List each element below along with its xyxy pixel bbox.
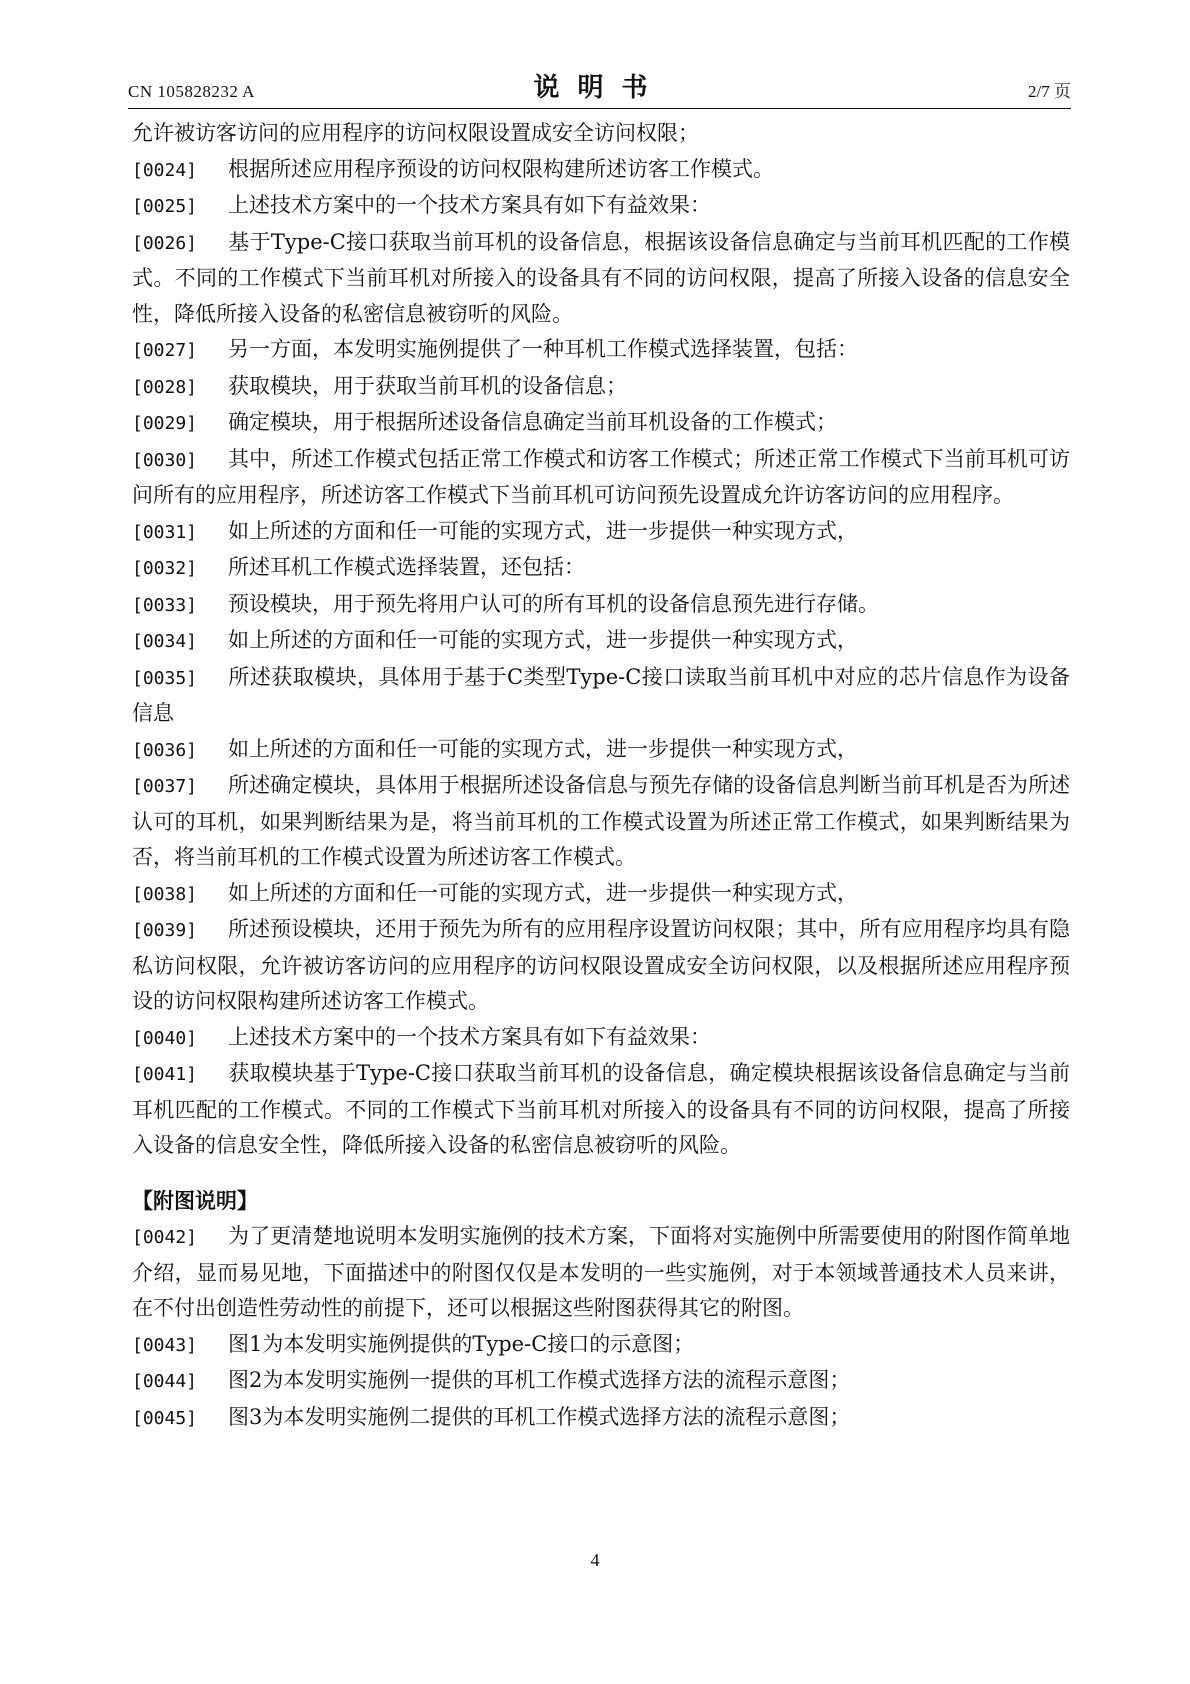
- paragraph-text: 上述技术方案中的一个技术方案具有如下有益效果：: [228, 193, 711, 217]
- paragraph: [132, 623, 1070, 660]
- paragraph-text: 图1为本发明实施例提供的Type-C接口的示意图；: [228, 1331, 695, 1356]
- patent-number: CN 105828232 A: [128, 82, 255, 101]
- paragraph: [132, 332, 1070, 369]
- paragraph-number: [0036]: [132, 739, 198, 761]
- paragraph-number: [0024]: [132, 159, 198, 181]
- paragraph-number: [0027]: [132, 340, 198, 361]
- paragraph-text: 图3为本发明实施例二提供的耳机工作模式选择方法的流程示意图；: [228, 1404, 851, 1429]
- document-title: 说明书: [533, 73, 666, 103]
- paragraph: [132, 1327, 1070, 1364]
- paragraph: [132, 369, 1070, 406]
- page-indicator: 2/7 页: [1028, 82, 1071, 101]
- paragraph-number: [0028]: [132, 376, 198, 398]
- paragraph-number: [0040]: [132, 1027, 198, 1049]
- paragraph: [132, 152, 1070, 189]
- paragraph-number: [0025]: [132, 196, 198, 217]
- paragraph: [132, 768, 1070, 876]
- paragraph-text: 预设模块，用于预先将用户认可的所有耳机的设备信息预先进行存储。: [228, 591, 879, 616]
- paragraph-text: 所述确定模块，具体用于根据所述设备信息与预先存储的设备信息判断当前耳机是否为所述认可的耳机，如果判断结果为是，将当前耳机的工作模式设置为所述正常工作模式，如果判断结果为否，将当前耳机的工作模式设置为所述访客工作模式。: [132, 773, 1070, 869]
- paragraph-text: 如上所述的方面和任一可能的实现方式，进一步提供一种实现方式，: [228, 736, 858, 761]
- paragraph-number: [0030]: [132, 449, 198, 471]
- paragraph-number: [0031]: [132, 521, 198, 543]
- paragraph-text: 基于Type-C接口获取当前耳机的设备信息，根据该设备信息确定与当前耳机匹配的工作模式。不同的工作模式下当前耳机对所接入的设备具有不同的访问权限，提高了所接入设备的信息安全性，降低所接入设备的私密信息被窃听的风险。: [132, 229, 1070, 326]
- paragraph-text: 为了更清楚地说明本发明实施例的技术方案，下面将对实施例中所需要使用的附图作简单地介绍，显而易见地，下面描述中的附图仅仅是本发明的一些实施例，对于本领域普通技术人员来讲，在不付出创造性劳动性的前提下，还可以根据这些附图获得其它的附图。: [132, 1224, 1070, 1320]
- paragraph-text: 获取模块，用于获取当前耳机的设备信息；: [228, 373, 627, 398]
- paragraph: [132, 188, 1070, 225]
- paragraph-number: [0038]: [132, 883, 198, 905]
- paragraph-text: 另一方面，本发明实施例提供了一种耳机工作模式选择装置，包括：: [228, 337, 858, 361]
- paragraph-number: [0045]: [132, 1407, 198, 1429]
- paragraph: [132, 732, 1070, 769]
- paragraph: [132, 550, 1070, 587]
- paragraph-list-figures: [132, 1219, 1070, 1436]
- paragraph: [132, 1363, 1070, 1400]
- paragraph: [132, 514, 1070, 551]
- paragraph-text: 允许被访客访问的应用程序的访问权限设置成安全访问权限；: [132, 121, 699, 145]
- paragraph-text: 所述获取模块，具体用于基于C类型Type-C接口读取当前耳机中对应的芯片信息作为设备信息: [132, 664, 1070, 725]
- paragraph-text: 如上所述的方面和任一可能的实现方式，进一步提供一种实现方式，: [228, 880, 858, 905]
- paragraph-number: [0043]: [132, 1334, 198, 1356]
- paragraph-text: 所述预设模块，还用于预先为所有的应用程序设置访问权限；其中，所有应用程序均具有隐私访问权限，允许被访客访问的应用程序的访问权限设置成安全访问权限，以及根据所述应用程序预设的访问权限构建所述访客工作模式。: [132, 917, 1070, 1013]
- paragraph-number: [0037]: [132, 776, 198, 797]
- paragraph: [132, 405, 1070, 442]
- paragraph-text: 所述耳机工作模式选择装置，还包括：: [228, 555, 585, 579]
- section-title-text: 【附图说明】: [132, 1188, 258, 1213]
- paragraph-number: [0039]: [132, 920, 198, 941]
- paragraph-number: [0026]: [132, 232, 198, 254]
- paragraph: [132, 1056, 1070, 1164]
- paragraph-number: [0035]: [132, 667, 198, 689]
- paragraph-number: [0044]: [132, 1371, 198, 1392]
- document-body: [132, 116, 1070, 1436]
- paragraph-text: 其中，所述工作模式包括正常工作模式和访客工作模式；所述正常工作模式下当前耳机可访问所有的应用程序，所述访客工作模式下当前耳机可访问预先设置成允许访客访问的应用程序。: [132, 446, 1070, 507]
- paragraph: [132, 587, 1070, 624]
- page-header: [128, 66, 1071, 106]
- paragraph-number: [0032]: [132, 558, 198, 579]
- paragraph: [132, 912, 1070, 1020]
- header-rule: [128, 108, 1071, 109]
- paragraph: [132, 442, 1070, 514]
- paragraph-number: [0029]: [132, 413, 198, 434]
- paragraph-text: 获取模块基于Type-C接口获取当前耳机的设备信息，确定模块根据该设备信息确定与当前耳机匹配的工作模式。不同的工作模式下当前耳机对所接入的设备具有不同的访问权限，提高了所接入设备的信息安全性，降低所接入设备的私密信息被窃听的风险。: [132, 1061, 1070, 1157]
- page-number: 4: [590, 1550, 600, 1570]
- paragraph-text: 上述技术方案中的一个技术方案具有如下有益效果：: [228, 1024, 711, 1049]
- paragraph: [132, 225, 1070, 333]
- paragraph-list: [132, 116, 1070, 1164]
- paragraph-number: [0042]: [132, 1227, 198, 1248]
- paragraph-number: [0041]: [132, 1064, 198, 1085]
- paragraph-number: [0033]: [132, 594, 198, 616]
- paragraph-text: 如上所述的方面和任一可能的实现方式，进一步提供一种实现方式，: [228, 628, 858, 652]
- paragraph: [132, 116, 1070, 152]
- paragraph: [132, 1020, 1070, 1057]
- paragraph: [132, 660, 1070, 732]
- paragraph: [132, 1400, 1070, 1437]
- paragraph: [132, 876, 1070, 913]
- paragraph-text: 确定模块，用于根据所述设备信息确定当前耳机设备的工作模式；: [228, 410, 837, 434]
- section-title: [132, 1184, 1070, 1220]
- paragraph-text: 如上所述的方面和任一可能的实现方式，进一步提供一种实现方式，: [228, 518, 858, 543]
- paragraph: [132, 1219, 1070, 1327]
- paragraph-text: 图2为本发明实施例一提供的耳机工作模式选择方法的流程示意图；: [228, 1368, 851, 1392]
- paragraph-text: 根据所述应用程序预设的访问权限构建所述访客工作模式。: [228, 156, 774, 181]
- paragraph-number: [0034]: [132, 631, 198, 652]
